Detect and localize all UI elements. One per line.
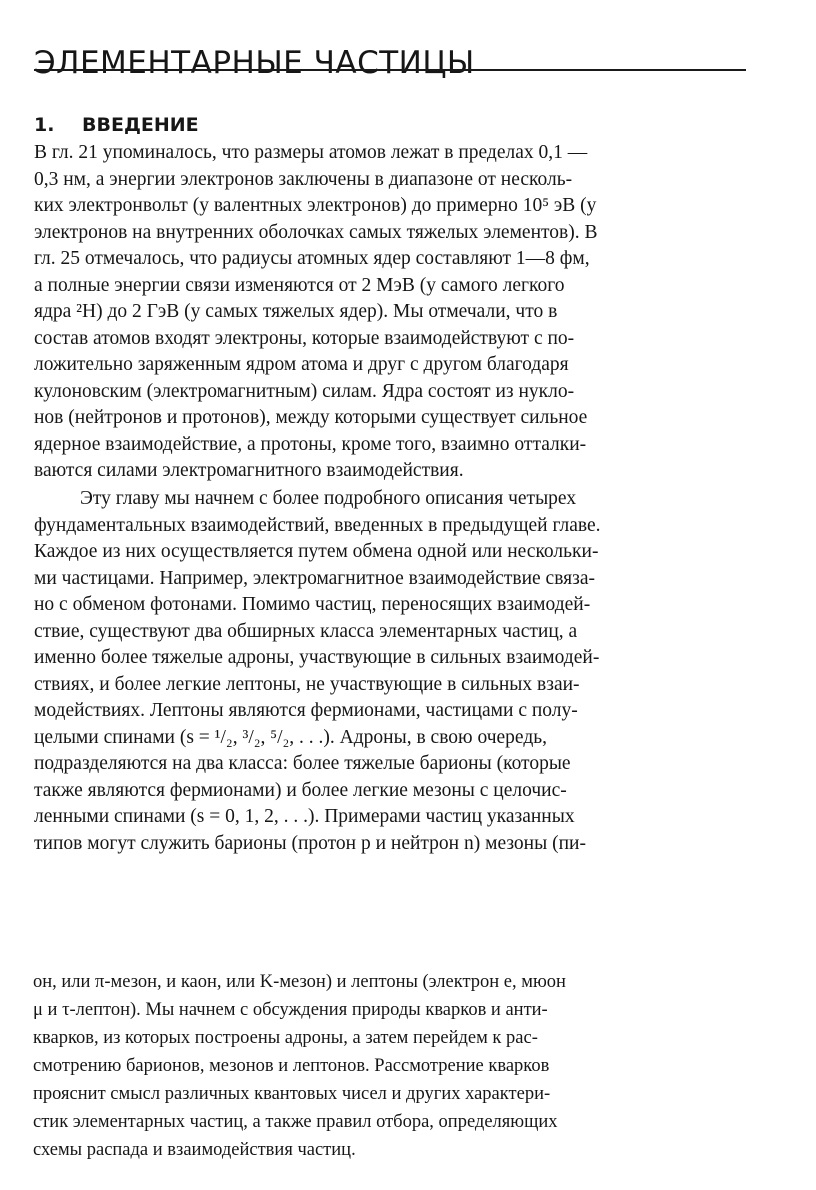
- text-line: нов (нейтронов и протонов), между которыми существует сильное: [34, 407, 588, 428]
- text-line: ленными спинами (s = 0, 1, 2, . . .). Примерами частиц указанных: [34, 806, 575, 827]
- text-line: Эту главу мы начнем с более подробного описания четырех: [80, 488, 577, 509]
- text-line: состав атомов входят электроны, которые взаимодействуют с по-: [34, 327, 575, 349]
- text-line: а полные энергии связи изменяются от 2 МэВ (у самого легкого: [34, 274, 565, 296]
- text-line: ствиях, и более легкие лептоны, не участвующие в сильных взаи-: [34, 673, 580, 695]
- text-line: ваются силами электромагнитного взаимодействия.: [34, 460, 464, 481]
- text-line: кулоновским (электромагнитным) силам. Ядра состоят из нукло-: [34, 380, 575, 402]
- text-line: он, или π-мезон, и каон, или K-мезон) и лептоны (электрон e, мюон: [33, 972, 566, 992]
- text-line: ложительно заряженным ядром атома и друг с другом благодаря: [34, 354, 569, 375]
- text-line: модействиях. Лептоны являются фермионами, частицами с полу-: [34, 700, 578, 721]
- text-line: фундаментальных взаимодействий, введенных в предыдущей главе.: [34, 514, 601, 536]
- text-line: целыми спинами (s = ¹/₂, ³/₂, ⁵/₂, . . .). Адроны, в свою очередь,: [34, 726, 548, 748]
- text-line: прояснит смысл различных квантовых чисел и других характери-: [33, 1084, 551, 1104]
- text-line: гл. 25 отмечалось, что радиусы атомных ядер составляют 1—8 фм,: [34, 248, 590, 269]
- text-line: подразделяются на два класса: более тяжелые барионы (которые: [34, 753, 571, 774]
- text-line: также являются фермионами) и более легкие мезоны с целочис-: [34, 779, 567, 801]
- text-line: В гл. 21 упоминалось, что размеры атомов лежат в пределах 0,1 —: [34, 142, 588, 163]
- chapter-title: ЭЛЕМЕНТАРНЫЕ ЧАСТИЦЫ: [34, 44, 475, 81]
- section-heading: [34, 110, 199, 140]
- title-rule: [34, 69, 746, 71]
- text-line: Каждое из них осуществляется путем обмена одной или нескольки-: [34, 541, 599, 562]
- text-line: но с обменом фотонами. Помимо частиц, переносящих взаимодей-: [34, 594, 591, 615]
- text-line: ми частицами. Например, электромагнитное взаимодействие связа-: [34, 567, 595, 589]
- paragraph-1: [34, 140, 746, 485]
- text-line: стик элементарных частиц, а также правил отбора, определяющих: [33, 1112, 558, 1132]
- text-line: схемы распада и взаимодействия частиц.: [33, 1140, 356, 1160]
- text-line: смотрению барионов, мезонов и лептонов. Рассмотрение кварков: [33, 1056, 550, 1076]
- text-line: ствие, существуют два обширных класса элементарных частиц, а: [34, 620, 578, 642]
- text-line: 0,3 нм, а энергии электронов заключены в диапазоне от несколь-: [34, 168, 573, 190]
- text-line: ядерное взаимодействие, а протоны, кроме того, взаимно отталки-: [34, 433, 587, 455]
- text-line: электронов на внутренних оболочках самых тяжелых элементов). В: [34, 221, 598, 243]
- text-line: кварков, из которых построены адроны, а затем перейдем к рас-: [33, 1028, 538, 1048]
- section-number: 1.: [34, 113, 55, 136]
- text-line: типов могут служить барионы (протон p и нейтрон n) мезоны (пи-: [34, 832, 586, 854]
- text-line: μ и τ-лептон). Мы начнем с обсуждения природы кварков и анти-: [33, 1000, 548, 1020]
- text-line: именно более тяжелые адроны, участвующие в сильных взаимодей-: [34, 647, 600, 668]
- paragraph-3: [33, 968, 723, 1164]
- text-line: ких электронвольт (у валентных электронов) до примерно 10⁵ эВ (у: [34, 195, 597, 216]
- text-line: ядра ²H) до 2 ГэВ (у самых тяжелых ядер). Мы отмечали, что в: [34, 301, 558, 322]
- section-title: ВВЕДЕНИЕ: [82, 113, 199, 136]
- paragraph-2: [34, 486, 746, 857]
